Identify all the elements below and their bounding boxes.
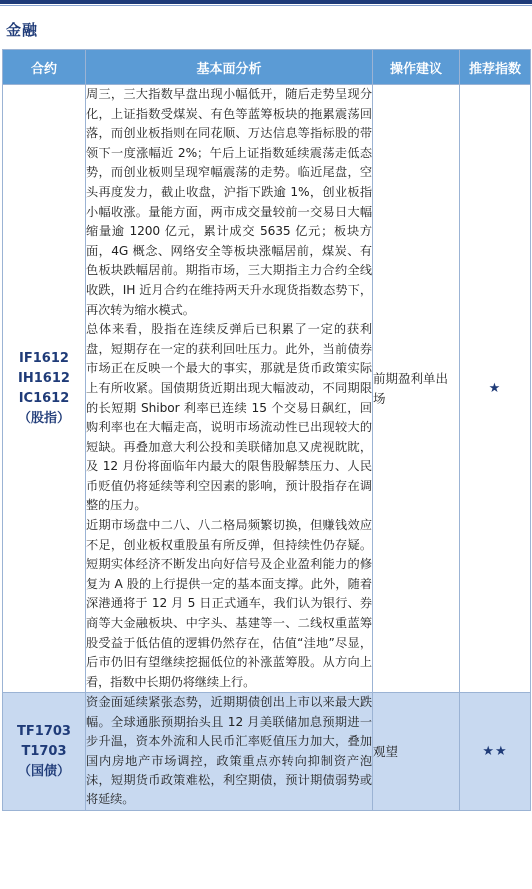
rating-stars: ★★ — [460, 693, 531, 810]
rating-stars: ★ — [460, 85, 531, 693]
analysis-paragraph: 近期市场盘中二八、八二格局频繁切换，但赚钱效应不足，创业板权重股虽有所反弹，但持续性仍存疑。短期实体经济不断发出向好信号及企业盈利能力的修复为 A 股的上行提供一定的基本面支撑。此外，随着深港通将于 12 月 5 日正式通车，我们认为银行、券商等大金融板块、中字头、基建等一、二线权重蓝筹股受益于低估值的逻辑仍然存在，估值“洼地”尽显，后市仍旧有望继续挖掘低位的补涨蓝筹股。从方向上看，指数中长期仍将继续上行。 — [86, 518, 372, 689]
contract-code: IH1612 — [18, 370, 70, 386]
advice-cell: 前期盈利单出场 — [373, 85, 460, 693]
contract-category: （股指） — [17, 410, 70, 426]
analysis-paragraph: 资金面延续紧张态势，近期期债创出上市以来最大跌幅。全球通胀预期抬头且 12 月美联储加息预期进一步升温，资本外流和人民币汇率贬值压力加大，叠加国内房地产市场调控，政策重点亦转向抑制资产泡沫，短期货币政策难松，利空期债，预计期债弱势或将延续。 — [86, 695, 372, 807]
analysis-paragraph: 总体来看，股指在连续反弹后已积累了一定的获利盘，短期存在一定的获利回吐压力。此外，当前债券市场正在反映一个最大的事实，那就是货币政策实际上有所收紧。国债期货近期出现大幅波动，不同期限的长短期 Shibor 利率已连续 15 个交易日飙红，回购利率也在大幅走高，说明市场流动性已出现较大的短缺。再叠加意大利公投和美联储加息又虎视眈眈，及 12 月份将面临年内最大的限售股解禁压力、人民币贬值仍将延续等利空因素的影响，预计股指存在调整的压力。 — [86, 322, 372, 513]
table-header-row — [3, 50, 531, 85]
analysis-cell — [86, 693, 373, 810]
contract-category: （国债） — [17, 763, 70, 779]
header-analysis: 基本面分析 — [86, 50, 373, 85]
contract-code: IF1612 — [19, 350, 69, 366]
contract-code: T1703 — [21, 743, 67, 759]
analysis-paragraph: 周三，三大指数早盘出现小幅低开，随后走势呈现分化，上证指数受煤炭、有色等蓝筹板块的拖累震荡回落，而创业板指则在同花顺、万达信息等指标股的带领下一度涨幅近 2%；午后上证指数延续震荡走低态势，而创业板则呈现窄幅震荡的走势。临近尾盘，空头再度发力，截止收盘，沪指下跌逾 1%，创业板指小幅收涨。量能方面，两市成交量较前一交易日大幅缩量逾 1200 亿元，累计成交 5635 亿元；板块方面，4G 概念、网络安全等板块涨幅居前，煤炭、有色板块跌幅居前。期指市场，三大期指主力合约全线收跌，IH 近月合约在维持两天升水现货指数态势下，再次转为缩水模式。 — [86, 87, 372, 317]
table-row — [3, 85, 531, 693]
top-border-thin — [0, 5, 532, 6]
header-contract: 合约 — [3, 50, 86, 85]
header-advice: 操作建议 — [373, 50, 460, 85]
analysis-cell — [86, 85, 373, 693]
header-rating: 推荐指数 — [460, 50, 531, 85]
advice-cell: 观望 — [373, 693, 460, 810]
contract-cell — [3, 693, 86, 810]
futures-table — [2, 49, 531, 811]
top-border — [0, 0, 532, 4]
section-title: 金融 — [6, 21, 39, 39]
contract-code: TF1703 — [17, 723, 71, 739]
table-row — [3, 693, 531, 810]
contract-code: IC1612 — [18, 390, 70, 406]
contract-cell — [3, 85, 86, 693]
